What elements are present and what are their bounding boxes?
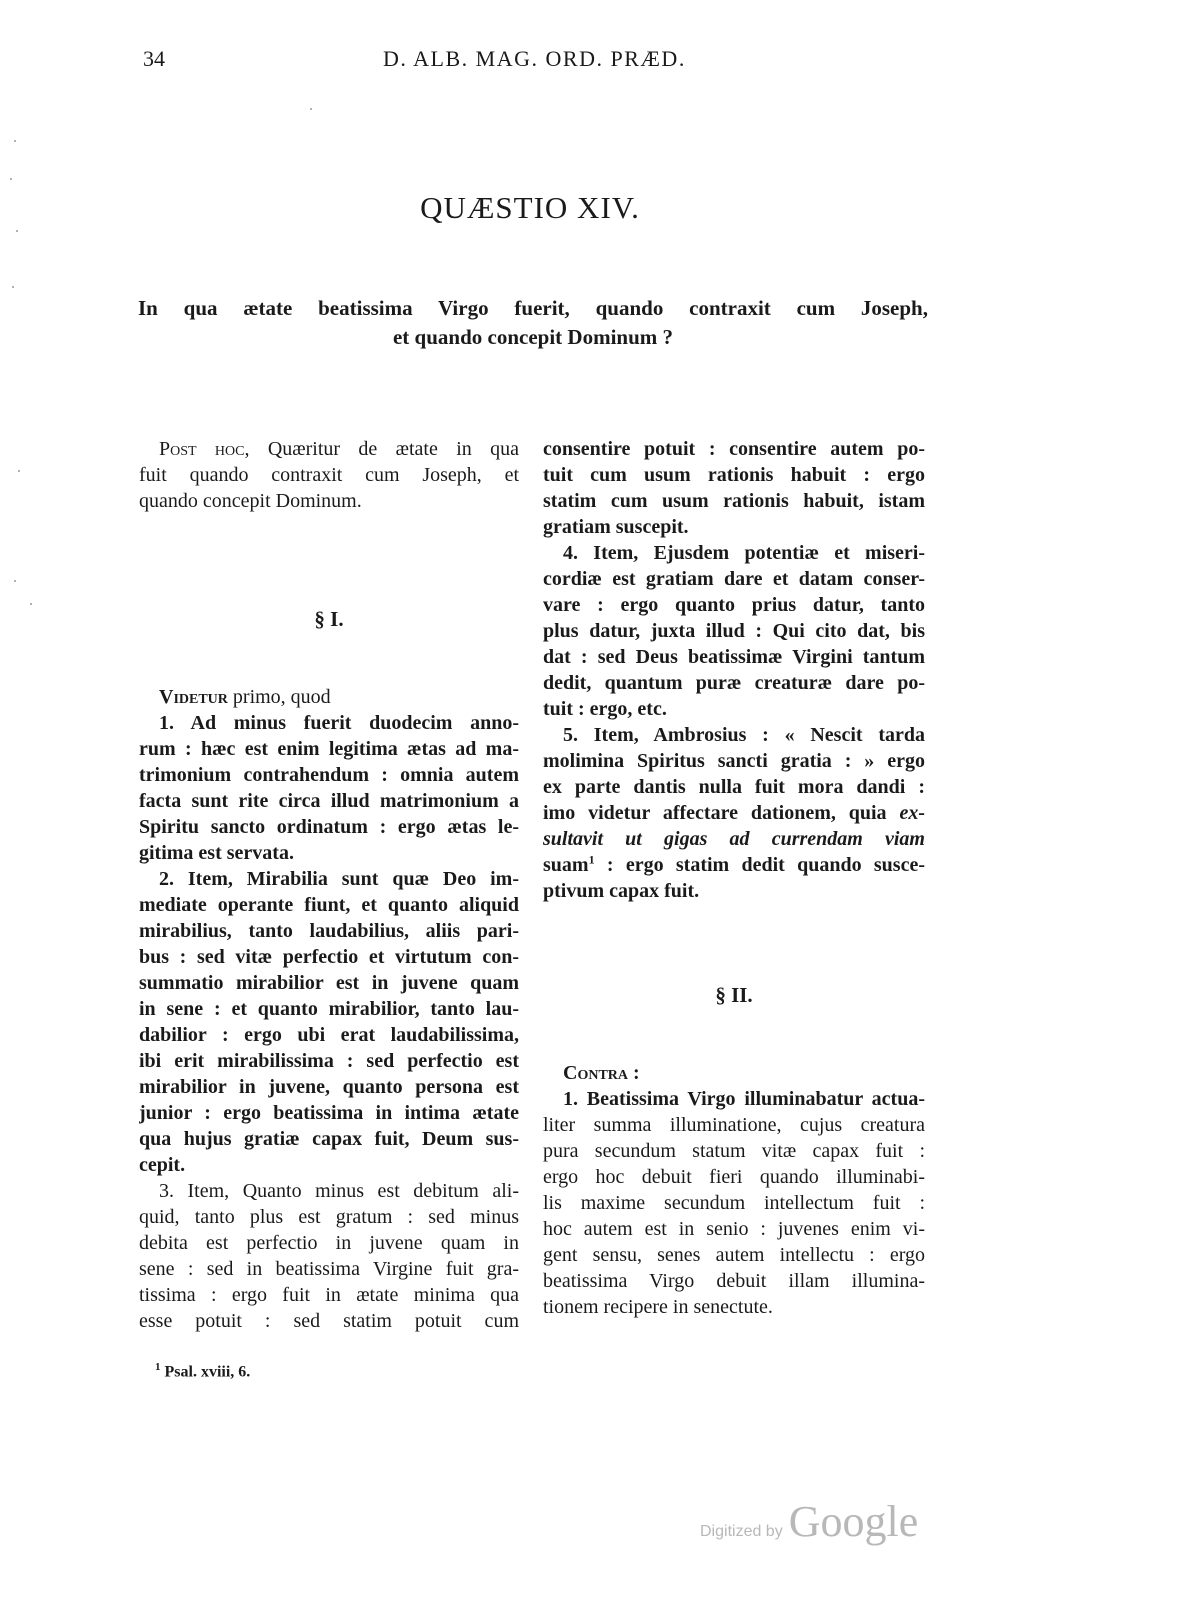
body-line: summatio mirabilior est in juvene quam	[139, 972, 519, 994]
speck	[14, 580, 16, 582]
body-line: esse potuit : sed statim potuit cum	[139, 1310, 519, 1332]
speck	[16, 230, 18, 232]
body-line: debita est perfectio in juvene quam in	[139, 1232, 519, 1254]
body-line: molimina Spiritus sancti gratia : » ergo	[543, 750, 925, 772]
body-line: mirabilius, tanto laudabilius, aliis pari-	[139, 920, 519, 942]
intro-line: fuit quando contraxit cum Joseph, et	[139, 464, 519, 486]
body-line: 3. Item, Quanto minus est debitum ali-	[159, 1180, 519, 1202]
body-line: tuit cum usum rationis habuit : ergo	[543, 464, 925, 486]
body-line: 4. Item, Ejusdem potentiæ et miseri-	[563, 542, 925, 564]
body-line: ptivum capax fuit.	[543, 880, 700, 902]
right-column	[543, 436, 925, 1320]
spacer	[543, 904, 925, 982]
body-line: 1. Beatissima Virgo illuminabatur actua-	[563, 1088, 925, 1110]
running-header	[0, 46, 1177, 86]
body-line: liter summa illuminatione, cujus creatura	[543, 1114, 925, 1136]
body-line: facta sunt rite circa illud matrimonium a	[139, 790, 519, 812]
section-heading-1: § I.	[314, 607, 344, 631]
videtur-lead: Videtur	[159, 686, 228, 708]
body-line: quid, tanto plus est gratum : sed minus	[139, 1206, 519, 1228]
footnote-mark: 1	[155, 1361, 161, 1373]
body-line: dat : sed Deus beatissimæ Virgini tantum	[543, 646, 925, 668]
body-line: ex parte dantis nulla fuit mora dandi :	[543, 776, 925, 798]
body-line: gratiam suscepit.	[543, 516, 689, 538]
body-line: junior : ergo beatissima in intima ætate	[139, 1102, 519, 1124]
videtur-line	[139, 684, 519, 710]
intro-lead: Post hoc,	[159, 438, 250, 460]
body-text: : ergo statim dedit quando susce-	[606, 854, 925, 876]
section-heading-2: § II.	[715, 983, 753, 1007]
spacer	[139, 632, 519, 684]
body-line: dedit, quantum puræ creaturæ dare po-	[543, 672, 925, 694]
subtitle-line: et quando concepit Dominum ?	[392, 325, 674, 349]
body-line: ibi erit mirabilissima : sed perfectio est	[139, 1050, 519, 1072]
google-logo: Google	[788, 1497, 919, 1546]
body-line: beatissima Virgo debuit illam illumina-	[543, 1270, 925, 1292]
intro-line: quando concepit Dominum.	[139, 490, 362, 512]
left-body-lines	[139, 710, 519, 1178]
question-title: QUÆSTIO XIV.	[420, 190, 640, 225]
scripture-quote: ex-	[899, 802, 925, 824]
question-subtitle	[138, 294, 928, 352]
body-line: dabilior : ergo ubi erat laudabilissima,	[139, 1024, 519, 1046]
watermark-text: Digitized by	[700, 1523, 783, 1540]
page-number: 34	[143, 46, 165, 71]
speck	[14, 140, 16, 142]
body-text: suam	[543, 854, 589, 876]
speck	[310, 108, 312, 110]
body-line: plus datur, juxta illud : Qui cito dat, bis	[543, 620, 925, 642]
videtur-text: primo, quod	[232, 686, 331, 708]
body-line: cordiæ est gratiam dare et datam conser-	[543, 568, 925, 590]
contra-heading: Contra :	[563, 1062, 640, 1084]
body-line: bus : sed vitæ perfectio et virtutum con-	[139, 946, 519, 968]
body-line: rum : hæc est enim legitima ætas ad ma-	[139, 738, 519, 760]
body-line: mirabilior in juvene, quanto persona est	[139, 1076, 519, 1098]
footnote-text: Psal. xviii, 6.	[164, 1363, 251, 1381]
body-line: 5. Item, Ambrosius : « Nescit tarda	[563, 724, 925, 746]
body-line: tissima : ergo fuit in ætate minima qua	[139, 1284, 519, 1306]
body-line: trimonium contrahendum : omnia autem	[139, 764, 519, 786]
body-line: gitima est servata.	[139, 842, 294, 864]
body-line: pura secundum statum vitæ capax fuit :	[543, 1140, 925, 1162]
intro-text: Quæritur de ætate in qua	[267, 438, 519, 460]
body-line	[543, 800, 925, 826]
speck	[18, 470, 20, 472]
body-line: ergo hoc debuit fieri quando illuminabi-	[543, 1166, 925, 1188]
body-line: hoc autem est in senio : juvenes enim vi-	[543, 1218, 925, 1240]
digitized-watermark	[700, 1496, 918, 1547]
body-text: imo videtur affectare dationem, quia	[543, 802, 887, 824]
subtitle-line: In qua ætate beatissima Virgo fuerit, quando contraxit cum Joseph,	[138, 296, 928, 320]
body-line: mediate operante fiunt, et quanto aliquid	[139, 894, 519, 916]
running-head: D. ALB. MAG. ORD. PRÆD.	[383, 46, 686, 71]
body-line: 2. Item, Mirabilia sunt quæ Deo im-	[159, 868, 519, 890]
right-body-lines-b	[543, 1086, 925, 1320]
body-line: qua hujus gratiæ capax fuit, Deum sus-	[139, 1128, 519, 1150]
body-line: Spiritu sancto ordinatum : ergo ætas le-	[139, 816, 519, 838]
body-line: sene : sed in beatissima Virgine fuit gra-	[139, 1258, 519, 1280]
speck	[12, 286, 14, 288]
body-line: cepit.	[139, 1154, 186, 1176]
spacer	[139, 514, 519, 606]
body-line: vare : ergo quanto prius datur, tanto	[543, 594, 925, 616]
body-line: tionem recipere in senectute.	[543, 1296, 773, 1318]
scripture-quote: sultavit ut gigas ad currendam viam	[543, 828, 925, 850]
footnote	[155, 1361, 250, 1381]
body-line: 1. Ad minus fuerit duodecim anno-	[159, 712, 519, 734]
spacer	[543, 1008, 925, 1060]
left-body-lines-regular	[139, 1178, 519, 1334]
intro-line	[139, 436, 519, 462]
body-line: lis maxime secundum intellectum fuit :	[543, 1192, 925, 1214]
right-body-lines	[543, 436, 925, 904]
speck	[30, 603, 32, 605]
body-line: in sene : et quanto mirabilior, tanto lau-	[139, 998, 519, 1020]
body-line	[543, 852, 925, 878]
scan-specks	[0, 0, 60, 700]
body-line: gent sensu, senes autem intellectu : ergo	[543, 1244, 925, 1266]
speck	[10, 178, 12, 180]
body-line: tuit : ergo, etc.	[543, 698, 667, 720]
footnote-reference[interactable]: 1	[588, 852, 595, 867]
body-line: statim cum usum rationis habuit, istam	[543, 490, 925, 512]
left-column	[139, 436, 519, 1334]
body-line: consentire potuit : consentire autem po-	[543, 438, 925, 460]
